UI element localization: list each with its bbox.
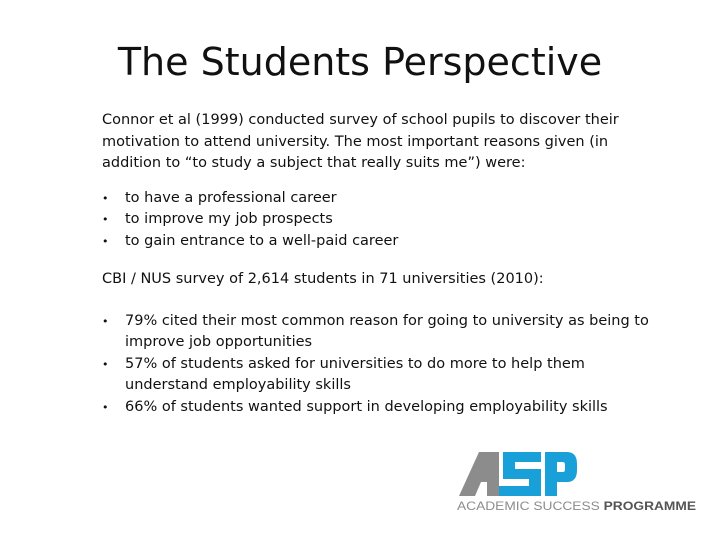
bullet-icon: • [102,400,109,414]
asp-logo [455,448,700,518]
logo-wordmark-part1: ACADEMIC SUCCESS [457,501,577,513]
list-item-text: 79% cited their most common reason for going to university as being to improve job opportunities [125,312,649,350]
reasons-list [102,188,662,253]
list-item [102,188,662,210]
list-item-text: to improve my job prospects [125,211,333,227]
list-item [102,209,662,231]
asp-logo-mark [459,452,577,496]
slide-title: The Students Perspective [117,40,603,84]
survey-findings-list [102,311,662,419]
logo-wordmark-part2: PROGRAMME [603,501,681,513]
logo-letter-a [459,452,499,496]
bullet-icon: • [102,314,109,328]
list-item-text: 66% of students wanted support in developing employability skills [125,398,608,415]
logo-letter-s [499,452,541,496]
logo-wordmark [457,501,696,513]
slide-body [102,110,662,435]
list-item-text: to gain entrance to a well-paid career [125,232,399,249]
bullet-icon: • [102,234,109,248]
list-item [102,397,662,419]
logo-letter-p [545,452,577,496]
survey-heading: CBI / NUS survey of 2,614 students in 71 universities (2010): [102,271,544,287]
list-item [102,311,662,354]
list-item-text: to have a professional career [125,189,337,206]
list-item-text: 57% of students asked for universities to do more to help them understand employability skills [125,355,585,393]
bullet-icon: • [102,357,109,371]
intro-paragraph: Connor et al (1999) conducted survey of school pupils to discover their motivation to attend university. The most important reasons given (in addition to “to study a subject that really suits me”) were: [102,112,619,171]
bullet-icon: • [102,191,109,205]
bullet-icon: • [102,213,109,226]
list-item [102,231,662,253]
list-item [102,354,662,397]
